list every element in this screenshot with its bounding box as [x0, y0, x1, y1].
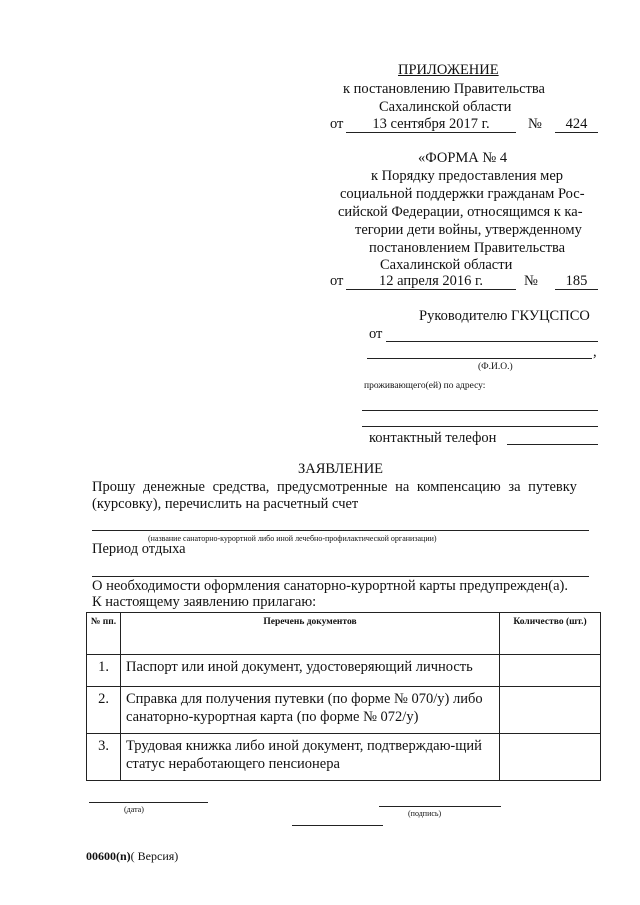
period-label: Период отдыха — [92, 541, 186, 557]
row-document: Справка для получения путевки (по форме № 070/у) либо санаторно-курортная карта (по форме № 072/у) — [121, 687, 500, 734]
footer — [86, 849, 178, 864]
form-line-2: социальной поддержки гражданам Рос- — [340, 186, 585, 202]
footer-version: ( Версия) — [130, 849, 179, 863]
attach-text: К настоящему заявлению прилагаю: — [92, 594, 317, 610]
row-document: Трудовая книжка либо иной документ, подтверждаю-щий статус неработающего пенсионера — [121, 734, 500, 781]
phone-line[interactable] — [507, 444, 598, 445]
signature-line[interactable] — [379, 806, 501, 807]
from-line[interactable] — [386, 341, 598, 342]
form-number: 185 — [555, 273, 598, 290]
signature-hint: (подпись) — [408, 809, 442, 818]
address-line-1[interactable] — [362, 410, 598, 411]
addressee-to: Руководителю ГКУЦСПСО — [419, 308, 590, 324]
request-line-2: (курсовку), перечислить на расчетный счет — [92, 496, 359, 512]
form-line-1: к Порядку предоставления мер — [371, 168, 564, 184]
extra-line[interactable] — [292, 825, 383, 826]
appendix-number: 424 — [555, 116, 598, 133]
fio-hint: (Ф.И.О.) — [478, 362, 513, 372]
appendix-title: ПРИЛОЖЕНИЕ — [398, 62, 499, 78]
footer-code: 00600(n) — [86, 849, 131, 863]
row-qty[interactable] — [500, 734, 601, 781]
account-line[interactable] — [92, 530, 589, 531]
row-num: 2. — [87, 687, 121, 734]
fio-comma: , — [593, 344, 597, 360]
form-num-sign: № — [524, 273, 538, 289]
table-header-row — [87, 613, 601, 655]
appendix-num-sign: № — [528, 116, 542, 132]
org-hint: (название санаторно-курортной либо иной лечебно-профилактической организации) — [148, 534, 437, 543]
row-document: Паспорт или иной документ, удостоверяющий личность — [121, 655, 500, 687]
col-header-qty: Количество (шт.) — [500, 613, 601, 655]
date-line[interactable] — [89, 802, 208, 803]
row-num: 3. — [87, 734, 121, 781]
form-line-5: постановлением Правительства — [369, 240, 566, 256]
address-line-2[interactable] — [362, 426, 598, 427]
form-line-4: тегории дети войны, утвержденному — [355, 222, 582, 238]
appendix-line1: к постановлению Правительства — [343, 81, 545, 97]
appendix-date: 13 сентября 2017 г. — [346, 116, 516, 133]
col-header-num: № пп. — [87, 613, 121, 655]
statement-heading: ЗАЯВЛЕНИЕ — [298, 461, 384, 477]
table-row — [87, 687, 601, 734]
table-row — [87, 734, 601, 781]
col-header-documents: Перечень документов — [121, 613, 500, 655]
warning-text: О необходимости оформления санаторно-курортной карты предупрежден(а). — [92, 578, 568, 594]
phone-label: контактный телефон — [369, 430, 497, 446]
form-line-3: сийской Федерации, относящимся к ка- — [338, 204, 583, 220]
addressee-from: от — [369, 326, 383, 342]
appendix-ot: от — [330, 116, 344, 132]
period-line[interactable] — [92, 576, 589, 577]
table-row — [87, 655, 601, 687]
address-label: проживающего(ей) по адресу: — [364, 381, 486, 391]
documents-table — [86, 612, 601, 781]
form-date: 12 апреля 2016 г. — [346, 273, 516, 290]
row-qty[interactable] — [500, 655, 601, 687]
appendix-line2: Сахалинской области — [379, 99, 512, 115]
fio-line[interactable] — [367, 358, 592, 359]
row-qty[interactable] — [500, 687, 601, 734]
form-ot: от — [330, 273, 344, 289]
row-num: 1. — [87, 655, 121, 687]
form-title: «ФОРМА № 4 — [418, 150, 508, 166]
form-line-6: Сахалинской области — [380, 257, 513, 273]
request-line-1: Прошу денежные средства, предусмотренные на компенсацию за путевку — [92, 479, 577, 495]
date-hint: (дата) — [124, 805, 144, 814]
